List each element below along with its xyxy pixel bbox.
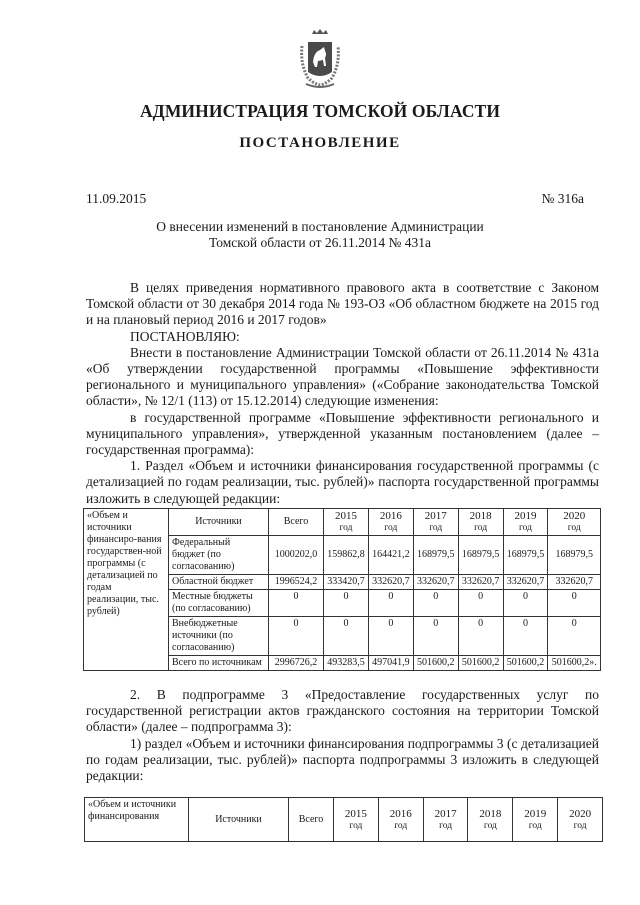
total-cell: 1000202,0 <box>269 536 324 575</box>
value-cell: 501600,2». <box>548 656 601 671</box>
value-cell: 332620,7 <box>503 575 548 590</box>
value-cell: 0 <box>324 590 369 617</box>
value-cell: 168979,5 <box>503 536 548 575</box>
total-cell: 2996726,2 <box>269 656 324 671</box>
value-cell: 0 <box>503 590 548 617</box>
value-cell: 0 <box>548 590 601 617</box>
value-cell: 0 <box>458 617 503 656</box>
source-cell: Внебюджетные источники (по согласованию) <box>169 617 269 656</box>
value-cell: 0 <box>458 590 503 617</box>
paragraph-item-1: 1. Раздел «Объем и источники финансирования государственной программы (с детализацией по годам реализации, тыс. рублей)» паспорта государственной программы изложить в следующей редакции: <box>86 458 599 506</box>
col-year: 2016 год <box>368 509 413 536</box>
financing-table-program <box>83 508 601 671</box>
paragraph-amend: Внести в постановление Администрации Томской области от 26.11.2014 № 431а «Об утверждении государственной программы «Повышение эффективности регионального и муниципального управления» («Собрание законодательства Томской области», № 12/1 (113) от 15.12.2014) следующие изменения: <box>86 344 599 409</box>
value-cell: 0 <box>548 617 601 656</box>
value-cell: 333420,7 <box>324 575 369 590</box>
value-cell: 0 <box>368 617 413 656</box>
col-year: 2016 год <box>378 798 423 842</box>
value-cell: 168979,5 <box>548 536 601 575</box>
col-sources: Источники <box>189 798 289 842</box>
value-cell: 332620,7 <box>548 575 601 590</box>
source-cell: Всего по источникам <box>169 656 269 671</box>
total-cell: 1996524,2 <box>269 575 324 590</box>
source-cell: Федеральный бюджет (по согласованию) <box>169 536 269 575</box>
col-year: 2019 год <box>513 798 558 842</box>
source-cell: Местные бюджеты (по согласованию) <box>169 590 269 617</box>
document-type: ПОСТАНОВЛЕНИЕ <box>239 135 401 151</box>
paragraph-item-2-1: 1) раздел «Объем и источники финансирования подпрограммы 3 (с детализацией по годам реализации, тыс. рублей)» паспорта подпрограммы 3 изложить в следующей редакции: <box>86 735 599 784</box>
value-cell: 332620,7 <box>368 575 413 590</box>
paragraph-item-2: 2. В подпрограмме 3 «Предоставление государственных услуг по государственной регистрации актов гражданского состояния на территории Томской области» (далее – подпрограмма 3): <box>86 687 599 735</box>
value-cell: 493283,5 <box>324 656 369 671</box>
value-cell: 168979,5 <box>458 536 503 575</box>
value-cell: 0 <box>324 617 369 656</box>
col-year: 2018 год <box>468 798 513 842</box>
col-year: 2015 год <box>334 798 379 842</box>
col-year: 2017 год <box>413 509 458 536</box>
total-cell: 0 <box>269 617 324 656</box>
col-total: Всего <box>289 798 334 842</box>
value-cell: 164421,2 <box>368 536 413 575</box>
source-cell: Областной бюджет <box>169 575 269 590</box>
subject-line-1: О внесении изменений в постановление Администрации <box>156 219 484 234</box>
value-cell: 0 <box>503 617 548 656</box>
value-cell: 501600,2 <box>413 656 458 671</box>
financing-table-subprogram <box>84 797 603 842</box>
row-header-cell: «Объем и источники финансирования <box>85 798 189 842</box>
body-text-1 <box>86 280 599 507</box>
col-total: Всего <box>269 509 324 536</box>
value-cell: 168979,5 <box>413 536 458 575</box>
col-year: 2019 год <box>503 509 548 536</box>
col-year: 2017 год <box>423 798 468 842</box>
document-subject <box>0 219 640 251</box>
col-year: 2018 год <box>458 509 503 536</box>
paragraph-program: в государственной программе «Повышение эффективности регионального и муниципального управления», утвержденной указанным постановлением (далее – государственная программа): <box>86 409 599 458</box>
row-header-cell: «Объем и источники финансиро-вания государствен-ной программы (с детализацией по годам реализации, тыс. рублей) <box>84 509 169 671</box>
value-cell: 159862,8 <box>324 536 369 575</box>
value-cell: 0 <box>413 617 458 656</box>
paragraph-preamble: В целях приведения нормативного правового акта в соответствие с Законом Томской области от 30 декабря 2014 года № 193-ОЗ «Об областном бюджете на 2015 год и на плановый период 2016 и 2017 годов» <box>86 280 599 328</box>
value-cell: 332620,7 <box>413 575 458 590</box>
document-number: № 316а <box>541 191 584 206</box>
value-cell: 0 <box>413 590 458 617</box>
body-text-2 <box>86 687 599 784</box>
coat-of-arms-icon <box>298 28 342 90</box>
col-year: 2020 год <box>558 798 603 842</box>
col-sources: Источники <box>169 509 269 536</box>
value-cell: 0 <box>368 590 413 617</box>
value-cell: 501600,2 <box>503 656 548 671</box>
subject-line-2: Томской области от 26.11.2014 № 431а <box>209 235 431 250</box>
value-cell: 332620,7 <box>458 575 503 590</box>
organization-title: АДМИНИСТРАЦИЯ ТОМСКОЙ ОБЛАСТИ <box>139 101 501 121</box>
table-header-row <box>84 509 601 536</box>
value-cell: 497041,9 <box>368 656 413 671</box>
total-cell: 0 <box>269 590 324 617</box>
value-cell: 501600,2 <box>458 656 503 671</box>
paragraph-resolve: ПОСТАНОВЛЯЮ: <box>130 328 240 344</box>
document-date: 11.09.2015 <box>86 191 147 206</box>
col-year: 2020 год <box>548 509 601 536</box>
table-header-row <box>85 798 603 842</box>
col-year: 2015 год <box>324 509 369 536</box>
